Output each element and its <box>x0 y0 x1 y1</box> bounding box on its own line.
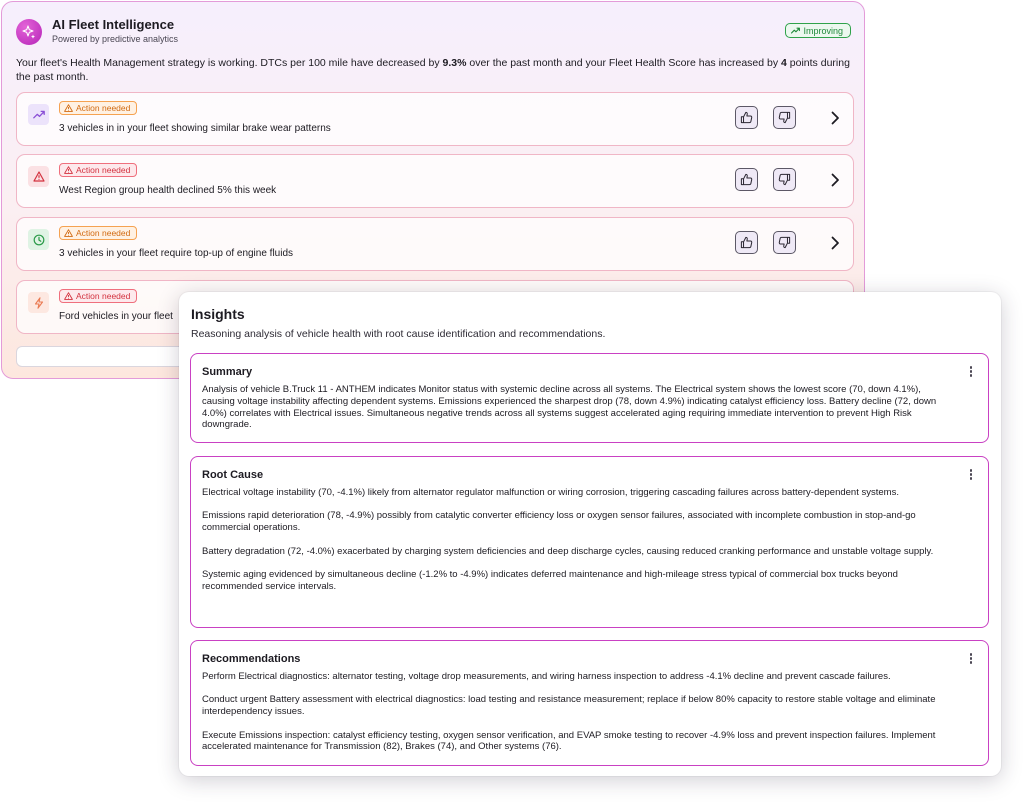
thumbs-down-icon <box>778 111 791 124</box>
alert-text: 3 vehicles in your fleet require top-up of engine fluids <box>59 248 294 259</box>
thumbs-up-icon <box>740 236 753 249</box>
thumbs-up-icon <box>740 173 753 186</box>
action-needed-badge <box>59 163 137 177</box>
chevron-right-icon[interactable] <box>829 235 841 251</box>
thumbs-down-button[interactable] <box>773 168 796 191</box>
summary-section <box>190 353 989 443</box>
section-paragraph: Electrical voltage instability (70, -4.1%) likely from alternator regulator malfunction or wiring corrosion, triggering cascading failures across battery-dependent systems. <box>202 487 899 498</box>
alert-card-engine-fluids[interactable] <box>16 217 854 271</box>
section-paragraph: Systemic aging evidenced by simultaneous decline (-1.2% to -4.9%) indicates deferred maintenance and high-mileage stress typical of commercial box trucks beyond recommended service intervals. <box>202 568 898 592</box>
thumbs-up-icon <box>740 111 753 124</box>
warning-triangle-icon <box>64 229 73 237</box>
chevron-right-icon[interactable] <box>829 172 841 188</box>
warning-triangle-icon <box>64 166 73 174</box>
thumbs-up-button[interactable] <box>735 106 758 129</box>
section-title: Root Cause <box>202 469 264 481</box>
section-body <box>202 671 954 753</box>
section-title: Recommendations <box>202 653 301 665</box>
score-change-value: 4 <box>781 57 787 69</box>
action-needed-badge <box>59 101 137 115</box>
more-options-icon[interactable] <box>968 653 974 667</box>
fleet-summary-part2: over the past month and your Fleet Health Score has increased by <box>466 57 782 69</box>
lightning-icon <box>28 292 49 313</box>
action-needed-label: Action needed <box>76 103 131 113</box>
clock-icon <box>28 229 49 250</box>
warning-triangle-icon <box>28 166 49 187</box>
thumbs-down-icon <box>778 236 791 249</box>
fleet-header <box>16 17 178 46</box>
section-paragraph: Analysis of vehicle B.Truck 11 - ANTHEM indicates Monitor status with systemic decline across all systems. The Electrical system shows the lowest score (70, down 4.1%), causing voltage instability affecting dependent systems. Emissions experienced the sharpest drop (78, down 4.9%) indicating catalyst efficiency loss. Battery decline (72, down 4.0%) correlates with Electrical issues. Simultaneous negative trends across all systems suggest accelerated aging requiring immediate intervention to prevent High Risk downgrade. <box>202 384 937 431</box>
thumbs-down-button[interactable] <box>773 231 796 254</box>
more-options-icon[interactable] <box>968 366 974 380</box>
fleet-summary <box>16 57 856 84</box>
improving-status-badge <box>785 23 851 38</box>
section-body <box>202 384 954 431</box>
section-title: Summary <box>202 366 253 378</box>
fleet-summary-part3: points during the past month. <box>16 57 850 83</box>
chevron-right-icon[interactable] <box>829 110 841 126</box>
thumbs-down-button[interactable] <box>773 106 796 129</box>
fleet-subtitle: Powered by predictive analytics <box>52 34 179 44</box>
thumbs-up-button[interactable] <box>735 168 758 191</box>
warning-triangle-icon <box>64 104 73 112</box>
warning-triangle-icon <box>64 292 73 300</box>
fleet-summary-part1: Your fleet's Health Management strategy is working. DTCs per 100 mile have decreased by <box>16 57 443 69</box>
alert-card-brake-wear[interactable] <box>16 92 854 146</box>
action-needed-label: Action needed <box>76 228 131 238</box>
section-paragraph: Battery degradation (72, -4.0%) exacerbated by charging system deficiencies and deep discharge cycles, causing reduced cranking performance and unstable voltage supply. <box>202 545 934 557</box>
alert-card-west-region[interactable] <box>16 154 854 208</box>
action-needed-badge <box>59 226 137 240</box>
root-cause-section <box>190 456 989 628</box>
section-paragraph: Execute Emissions inspection: catalyst efficiency testing, oxygen sensor verification, and EVAP smoke testing to recover -4.9% loss and prevent inspection failures. Implement accelerated maintenance for Transmission (82), Brakes (74), and Other systems (76). <box>202 729 936 753</box>
recommendations-section <box>190 640 989 766</box>
section-paragraph: Perform Electrical diagnostics: alternator testing, voltage drop measurements, and wiring harness inspection to address -4.1% decline and prevent cascade failures. <box>202 671 891 682</box>
thumbs-up-button[interactable] <box>735 231 758 254</box>
alert-text: Ford vehicles in your fleet <box>59 311 173 322</box>
dtc-change-value: 9.3% <box>442 57 467 69</box>
more-options-icon[interactable] <box>968 469 974 483</box>
section-paragraph: Emissions rapid deterioration (78, -4.9%) possibly from catalytic converter efficiency loss or oxygen sensor failures, associated with incomplete combustion in stop-and-go commercial operations. <box>202 510 916 534</box>
alert-text: 3 vehicles in in your fleet showing similar brake wear patterns <box>59 123 331 134</box>
insights-subtitle: Reasoning analysis of vehicle health with root cause identification and recommendations. <box>191 328 606 340</box>
alert-text: West Region group health declined 5% this week <box>59 185 277 196</box>
improving-status-label: Improving <box>803 25 843 36</box>
action-needed-badge <box>59 289 137 303</box>
fleet-title: AI Fleet Intelligence <box>52 17 175 32</box>
sparkle-logo-icon <box>16 19 42 45</box>
action-needed-label: Action needed <box>76 291 131 301</box>
section-body <box>202 487 954 593</box>
section-paragraph: Conduct urgent Battery assessment with electrical diagnostics: load testing and resistance measurement; replace if below 80% capacity to restore stable voltage and eliminate interdependency issues. <box>202 694 936 718</box>
trend-up-icon <box>28 104 49 125</box>
thumbs-down-icon <box>778 173 791 186</box>
trend-up-icon <box>791 27 800 34</box>
insights-title: Insights <box>191 306 245 322</box>
insights-panel <box>179 292 1001 776</box>
action-needed-label: Action needed <box>76 165 131 175</box>
